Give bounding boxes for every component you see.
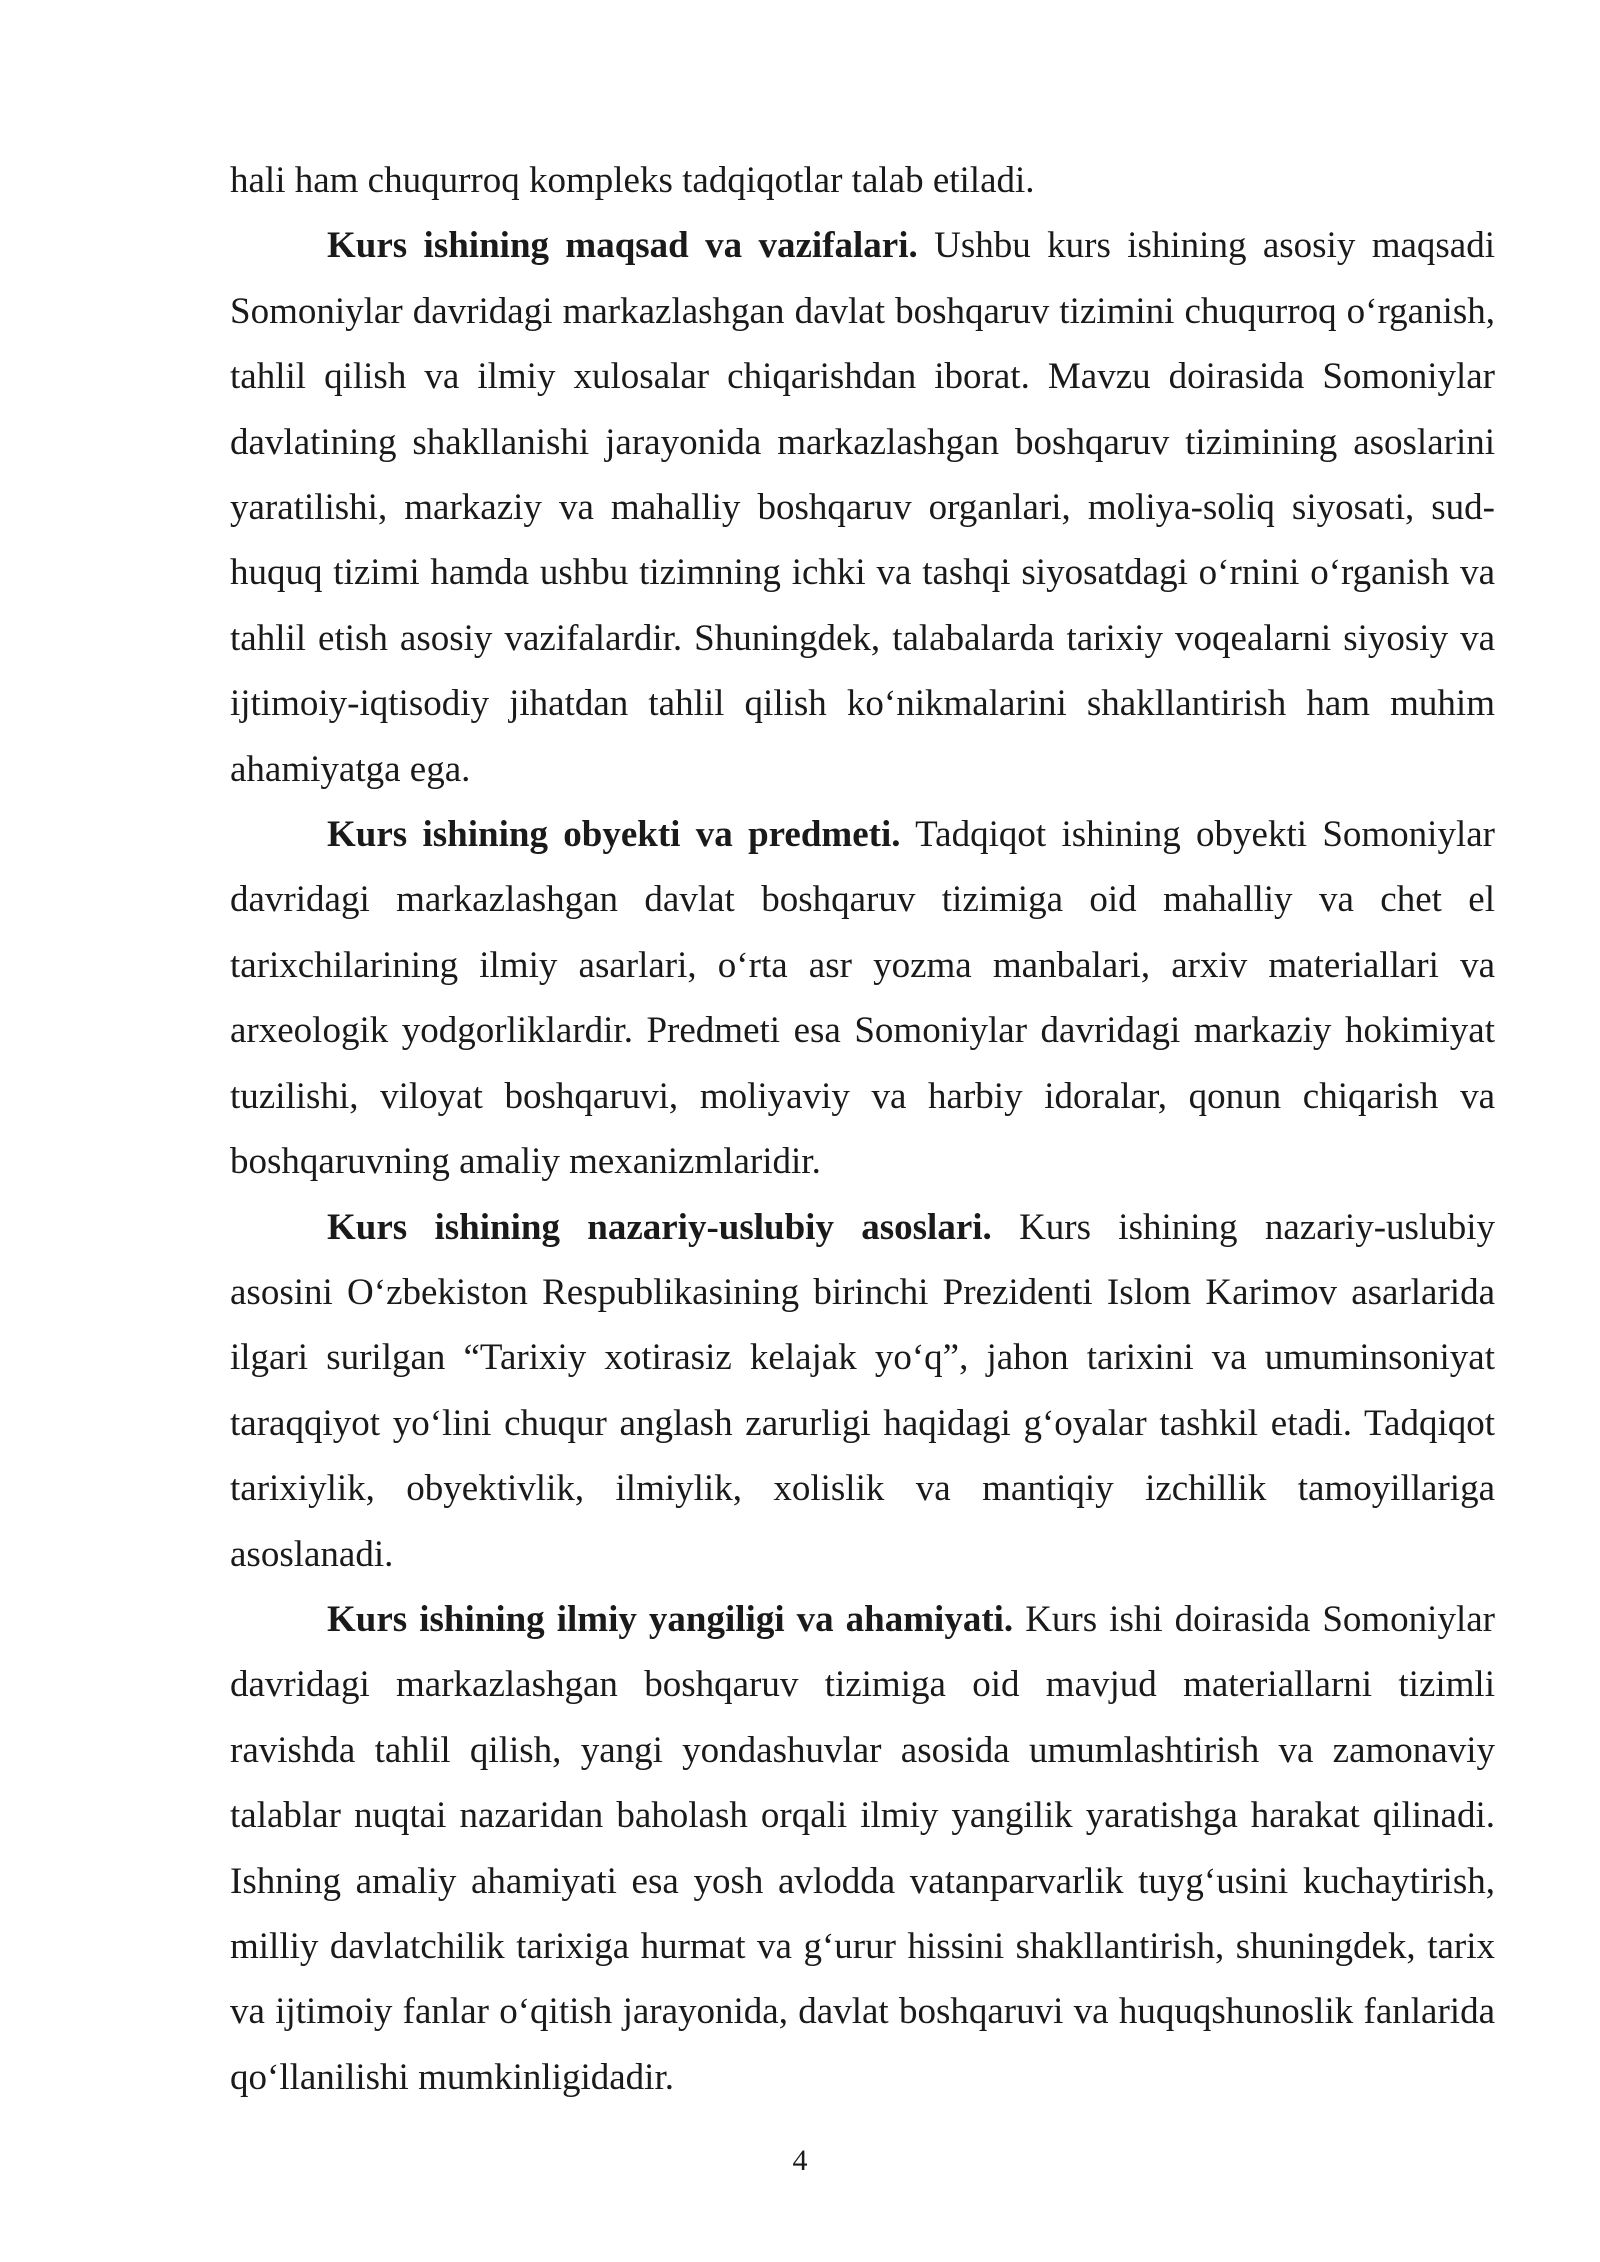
paragraph-heading: Kurs ishining ilmiy yangiligi va ahamiyati. [327,1598,1014,1640]
document-body [230,148,1495,2110]
page-number: 4 [792,2144,808,2177]
paragraph-object-subject [230,802,1495,1194]
paragraph-heading: Kurs ishining maqsad va vazifalari. [327,225,918,267]
paragraph-novelty [230,1587,1495,2110]
paragraph-text: hali ham chuqurroq kompleks tadqiqotlar talab etiladi. [230,160,1035,201]
paragraph-continuation [230,148,1495,213]
paragraph-text: Kurs ishining nazariy-uslubiy asosini O‘zbekiston Respublikasining birinchi Prezidenti Islom Karimov asarlarida ilgari surilgan “Tarixiy xotirasiz kelajak yo‘q”, jahon tarixini va umuminsoniyat taraqqiyot yo‘lini chuqur anglash zarurligi haqidagi g‘oyalar tashkil etadi. Tadqiqot tarixiylik, obyektivlik, ilmiylik, xolislik va mantiqiy izchillik tamoyillariga asoslanadi. [230,1206,1495,1575]
paragraph-heading: Kurs ishining nazariy-uslubiy asoslari. [327,1206,992,1248]
paragraph-text: Tadqiqot ishining obyekti Somoniylar davridagi markazlashgan davlat boshqaruv tizimiga oid mahalliy va chet el tarixchilarining ilmiy asarlari, o‘rta asr yozma manbalari, arxiv materiallari va arxeologik yodgorliklardir. Predmeti esa Somoniylar davridagi markaziy hokimiyat tuzilishi, viloyat boshqaruvi, moliyaviy va harbiy idoralar, qonun chiqarish va boshqaruvning amaliy mexanizmlaridir. [230,814,1495,1183]
paragraph-text: Kurs ishi doirasida Somoniylar davridagi markazlashgan boshqaruv tizimiga oid mavjud materiallarni tizimli ravishda tahlil qilish, yangi yondashuvlar asosida umumlashtirish va zamonaviy talablar nuqtai nazaridan baholash orqali ilmiy yangilik yaratishga harakat qilinadi. Ishning amaliy ahamiyati esa yosh avlodda vatanparvarlik tuyg‘usini kuchaytirish, milliy davlatchilik tarixiga hurmat va g‘urur hissini shakllantirish, shuningdek, tarix va ijtimoiy fanlar o‘qitish jarayonida, davlat boshqaruvi va huquqshunoslik fanlarida qo‘llanilishi mumkinligidadir. [230,1598,1495,2098]
paragraph-heading: Kurs ishining obyekti va predmeti. [327,814,901,856]
paragraph-aims [230,213,1495,802]
paragraph-text: Ushbu kurs ishining asosiy maqsadi Somoniylar davridagi markazlashgan davlat boshqaruv tizimini chuqurroq o‘rganish, tahlil qilish va ilmiy xulosalar chiqarishdan iborat. Mavzu doirasida Somoniylar davlatining shakllanishi jarayonida markazlashgan boshqaruv tizimining asoslarini yaratilishi, markaziy va mahalliy boshqaruv organlari, moliya-soliq siyosati, sud-huquq tizimi hamda ushbu tizimning ichki va tashqi siyosatdagi o‘rnini o‘rganish va tahlil etish asosiy vazifalardir. Shuningdek, talabalarda tarixiy voqealarni siyosiy va ijtimoiy-iqtisodiy jihatdan tahlil qilish ko‘nikmalarini shakllantirish ham muhim ahamiyatga ega. [230,225,1495,790]
paragraph-methodology [230,1195,1495,1587]
